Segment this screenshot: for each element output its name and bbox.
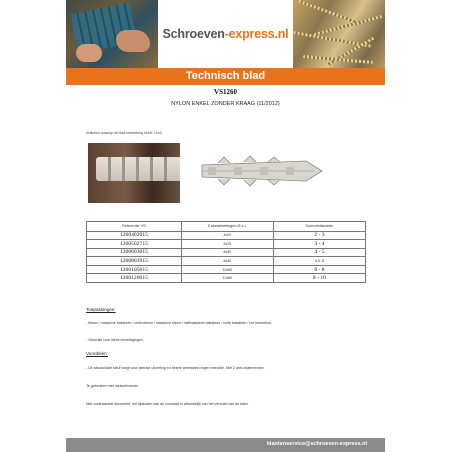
cell-dimensions: 8x40 xyxy=(181,257,273,266)
product-name: NYLON ENKEL ZONDER KRAAG (11/2012) xyxy=(171,101,280,107)
header-banner xyxy=(66,0,385,68)
cell-dimensions: 10x50 xyxy=(181,265,273,274)
customer-service-email[interactable]: klantenservice@schroeven-express.nl xyxy=(266,441,367,447)
cell-screw-diameter: 2 - 3 xyxy=(273,231,365,240)
column-header-reference: Referentie VS xyxy=(87,222,182,232)
cell-reference: 1260603015 xyxy=(87,248,182,257)
cell-dimensions: 12x60 xyxy=(181,274,273,283)
wall-plug-illustration xyxy=(198,151,326,191)
footer-bar xyxy=(66,438,385,452)
applications-heading: Toepassingen: xyxy=(86,307,116,312)
table-row xyxy=(87,274,366,283)
cell-dimensions: 4x20 xyxy=(181,231,273,240)
page-title: Technisch blad xyxy=(66,68,385,85)
advantages-heading: Voordelen: xyxy=(86,351,108,356)
disclaimer-note: Niet-contractueel document, het tijdsoden van de voorraad is afhankelijk van het verzoek van de klant. xyxy=(86,402,249,406)
product-code: VS1260 xyxy=(214,88,237,96)
cell-reference: 1260126015 xyxy=(87,274,182,283)
cell-reference: 1260502715 xyxy=(87,240,182,249)
table-row xyxy=(87,240,366,249)
application-text-1: - Beton / massieve baksteen / cellenbeton / massieve steen / halfmassieve baksteen / holle baksteen / hol betonblok. xyxy=(86,321,272,325)
cell-screw-diameter: 6 - 8 xyxy=(273,265,365,274)
brand-logo[interactable] xyxy=(163,27,289,41)
table-row xyxy=(87,265,366,274)
application-text-2: - Geschikt voor lichte bevestigingen. xyxy=(86,338,144,342)
column-header-dimensions: Enkelafmetingen Ø x L xyxy=(181,222,273,232)
cell-screw-diameter: 8 - 10 xyxy=(273,274,365,283)
technical-sheet-page xyxy=(66,0,385,452)
cell-screw-diameter: 4,5 -6 xyxy=(273,257,365,266)
cell-reference: 1260402015 xyxy=(87,231,182,240)
specifications-table xyxy=(86,221,366,283)
logo-text-domain: -express.nl xyxy=(224,27,289,41)
product-photo xyxy=(88,143,180,203)
table-row xyxy=(87,231,366,240)
logo-area xyxy=(158,0,293,68)
related-articles-text: Artikelen waarop dit blad betrekking heeft: 12x0 xyxy=(86,131,162,135)
table-row xyxy=(87,248,366,257)
cell-dimensions: 6x30 xyxy=(181,248,273,257)
logo-text-main: Schroeven xyxy=(162,27,225,41)
cell-dimensions: 5x25 xyxy=(181,240,273,249)
usage-note: Te gebruiken met houtschroeven. xyxy=(86,384,140,388)
column-header-screw-diameter: Schroefdiameter xyxy=(273,222,365,232)
cell-reference: 1260105015 xyxy=(87,265,182,274)
cell-screw-diameter: 3 - 4 xyxy=(273,240,365,249)
screws-photo xyxy=(293,0,385,68)
product-image xyxy=(88,143,326,203)
table-row xyxy=(87,257,366,266)
advantage-text-1: - De sinusoïdale sleuf zorgt voor laterale uitzetting en betere weerstand tegen extractie. Met 2 anti-rotatievinnen. xyxy=(86,366,265,370)
cell-screw-diameter: 4 - 5 xyxy=(273,248,365,257)
cell-reference: 1260803915 xyxy=(87,257,182,266)
table-header-row xyxy=(87,222,366,232)
tools-photo xyxy=(66,0,158,68)
